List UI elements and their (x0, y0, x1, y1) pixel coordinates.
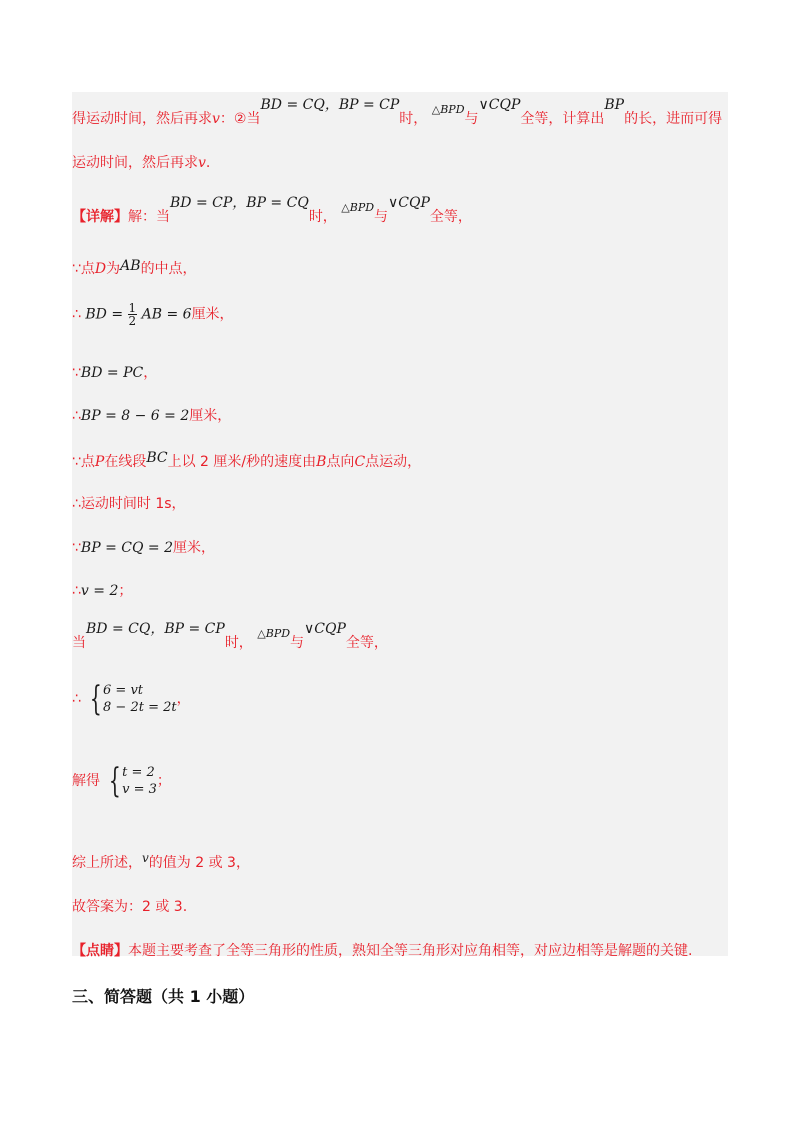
triangle-symbol: △ (341, 201, 350, 214)
numerator: 1 (128, 301, 137, 315)
comment-tag: 【点睛】 (72, 943, 128, 959)
text: ； (118, 583, 133, 599)
text: 与 (374, 209, 389, 225)
text: 解得 (72, 773, 100, 789)
line-6 (72, 362, 157, 382)
math-eq: v = 2 (80, 583, 119, 599)
line-4 (72, 258, 197, 278)
math-cqp: ∨CQP (304, 621, 346, 637)
math-bpd: BPD (349, 201, 375, 214)
text: 点向 (326, 454, 355, 470)
text: 上以 2 厘米/秒的速度由 (167, 454, 317, 470)
text: 解：当 (128, 209, 170, 225)
equation-1: 6 = vt (103, 683, 144, 698)
detail-tag: 【详解】 (72, 209, 128, 225)
line-17 (72, 940, 692, 960)
var-c: C (354, 454, 366, 470)
line-14 (72, 761, 171, 801)
text: 全等， (345, 635, 388, 651)
math-cqp: ∨CQP (388, 195, 430, 211)
text: ∵ (72, 365, 81, 381)
math-bpd: BPD (440, 103, 465, 116)
text: 在线段 (104, 454, 147, 470)
text: ∵点 (72, 261, 95, 277)
math-bc: BC (146, 450, 168, 466)
var-d: D (94, 261, 107, 277)
text: ∴ (72, 691, 81, 707)
math-eq: BP = CQ = 2 (80, 540, 173, 556)
line-10 (72, 537, 215, 557)
math-eq: BD = CQ，BP = CP (260, 97, 400, 113)
var-v: v (198, 155, 206, 171)
text: 厘米， (173, 540, 215, 556)
text: ， (143, 365, 158, 381)
math-eq: BP = 8 − 6 = 2 (80, 408, 190, 424)
math-eq: BD = CP，BP = CQ (170, 195, 309, 211)
math-rest: AB = 6 (141, 306, 192, 323)
text: 厘米， (191, 306, 234, 323)
equation-2: 8 − 2t = 2t (103, 700, 177, 715)
math-cqp: ∨CQP (478, 97, 521, 113)
line-1 (72, 97, 723, 128)
text: 时， (308, 209, 337, 225)
math-bp: BP (604, 97, 625, 113)
text: ∴ (72, 306, 81, 323)
text: ∴ (72, 408, 81, 424)
text: 为 (106, 261, 121, 277)
equation-system (85, 679, 177, 719)
fraction-half (128, 302, 138, 327)
text: ∵ (72, 540, 81, 556)
math-bpd: BPD (265, 627, 291, 640)
text: 当 (72, 635, 86, 651)
denominator: 2 (128, 314, 137, 328)
math-v: v (142, 851, 149, 865)
line-7 (72, 405, 231, 425)
text: 的中点， (140, 261, 197, 277)
text: 厘米， (189, 408, 232, 424)
brace-icon: { (109, 761, 122, 801)
text: 故答案为：2 或 3. (72, 899, 188, 915)
text: 时， (224, 635, 253, 651)
line-13 (72, 679, 191, 719)
text: 与 (290, 635, 305, 651)
text: 综上所述， (72, 855, 142, 871)
equation-list (103, 682, 177, 716)
line-15 (72, 852, 250, 872)
text: ：②当 (219, 111, 261, 127)
text: 本题主要考查了全等三角形的性质，熟知全等三角形对应角相等，对应边相等是解题的关键. (128, 943, 693, 959)
line-9 (72, 493, 186, 513)
equation-list (122, 764, 157, 798)
line-12 (72, 621, 388, 652)
section-title: 三、简答题（共 1 小题） (72, 987, 255, 1006)
var-b: B (316, 454, 327, 470)
line-3 (72, 195, 472, 226)
line-2 (72, 152, 210, 172)
text: ∴ (72, 583, 81, 599)
line-5 (72, 302, 234, 327)
text: 得运动时间，然后再求 (72, 111, 212, 127)
text: ∵点 (72, 454, 95, 470)
triangle-symbol: △ (431, 103, 441, 116)
text: . (205, 155, 211, 171)
text: 与 (464, 111, 479, 127)
text: 运动时间，然后再求 (72, 155, 198, 171)
text: ， (176, 691, 191, 707)
triangle-symbol: △ (257, 627, 266, 640)
text: 的值为 2 或 3， (148, 855, 250, 871)
equation-2: v = 3 (122, 782, 157, 797)
math-bd: BD = (85, 306, 124, 323)
text: 点运动， (365, 454, 422, 470)
math-ab: AB (120, 258, 141, 274)
math-eq: BD = CQ，BP = CP (86, 621, 225, 637)
text: ； (156, 773, 171, 789)
text: 全等， (429, 209, 472, 225)
text: 全等，计算出 (520, 111, 605, 127)
text: 的长，进而可得 (624, 111, 723, 127)
line-11 (72, 580, 132, 600)
math-eq: BD = PC (80, 365, 144, 381)
var-p: P (94, 454, 105, 470)
var-v: v (212, 111, 220, 127)
line-16 (72, 896, 187, 916)
brace-icon: { (90, 679, 103, 719)
text: 时， (399, 111, 428, 127)
solution-system (104, 761, 157, 801)
text: ∴运动时间时 1s， (72, 496, 186, 512)
line-8 (72, 451, 421, 471)
equation-1: t = 2 (122, 765, 155, 780)
